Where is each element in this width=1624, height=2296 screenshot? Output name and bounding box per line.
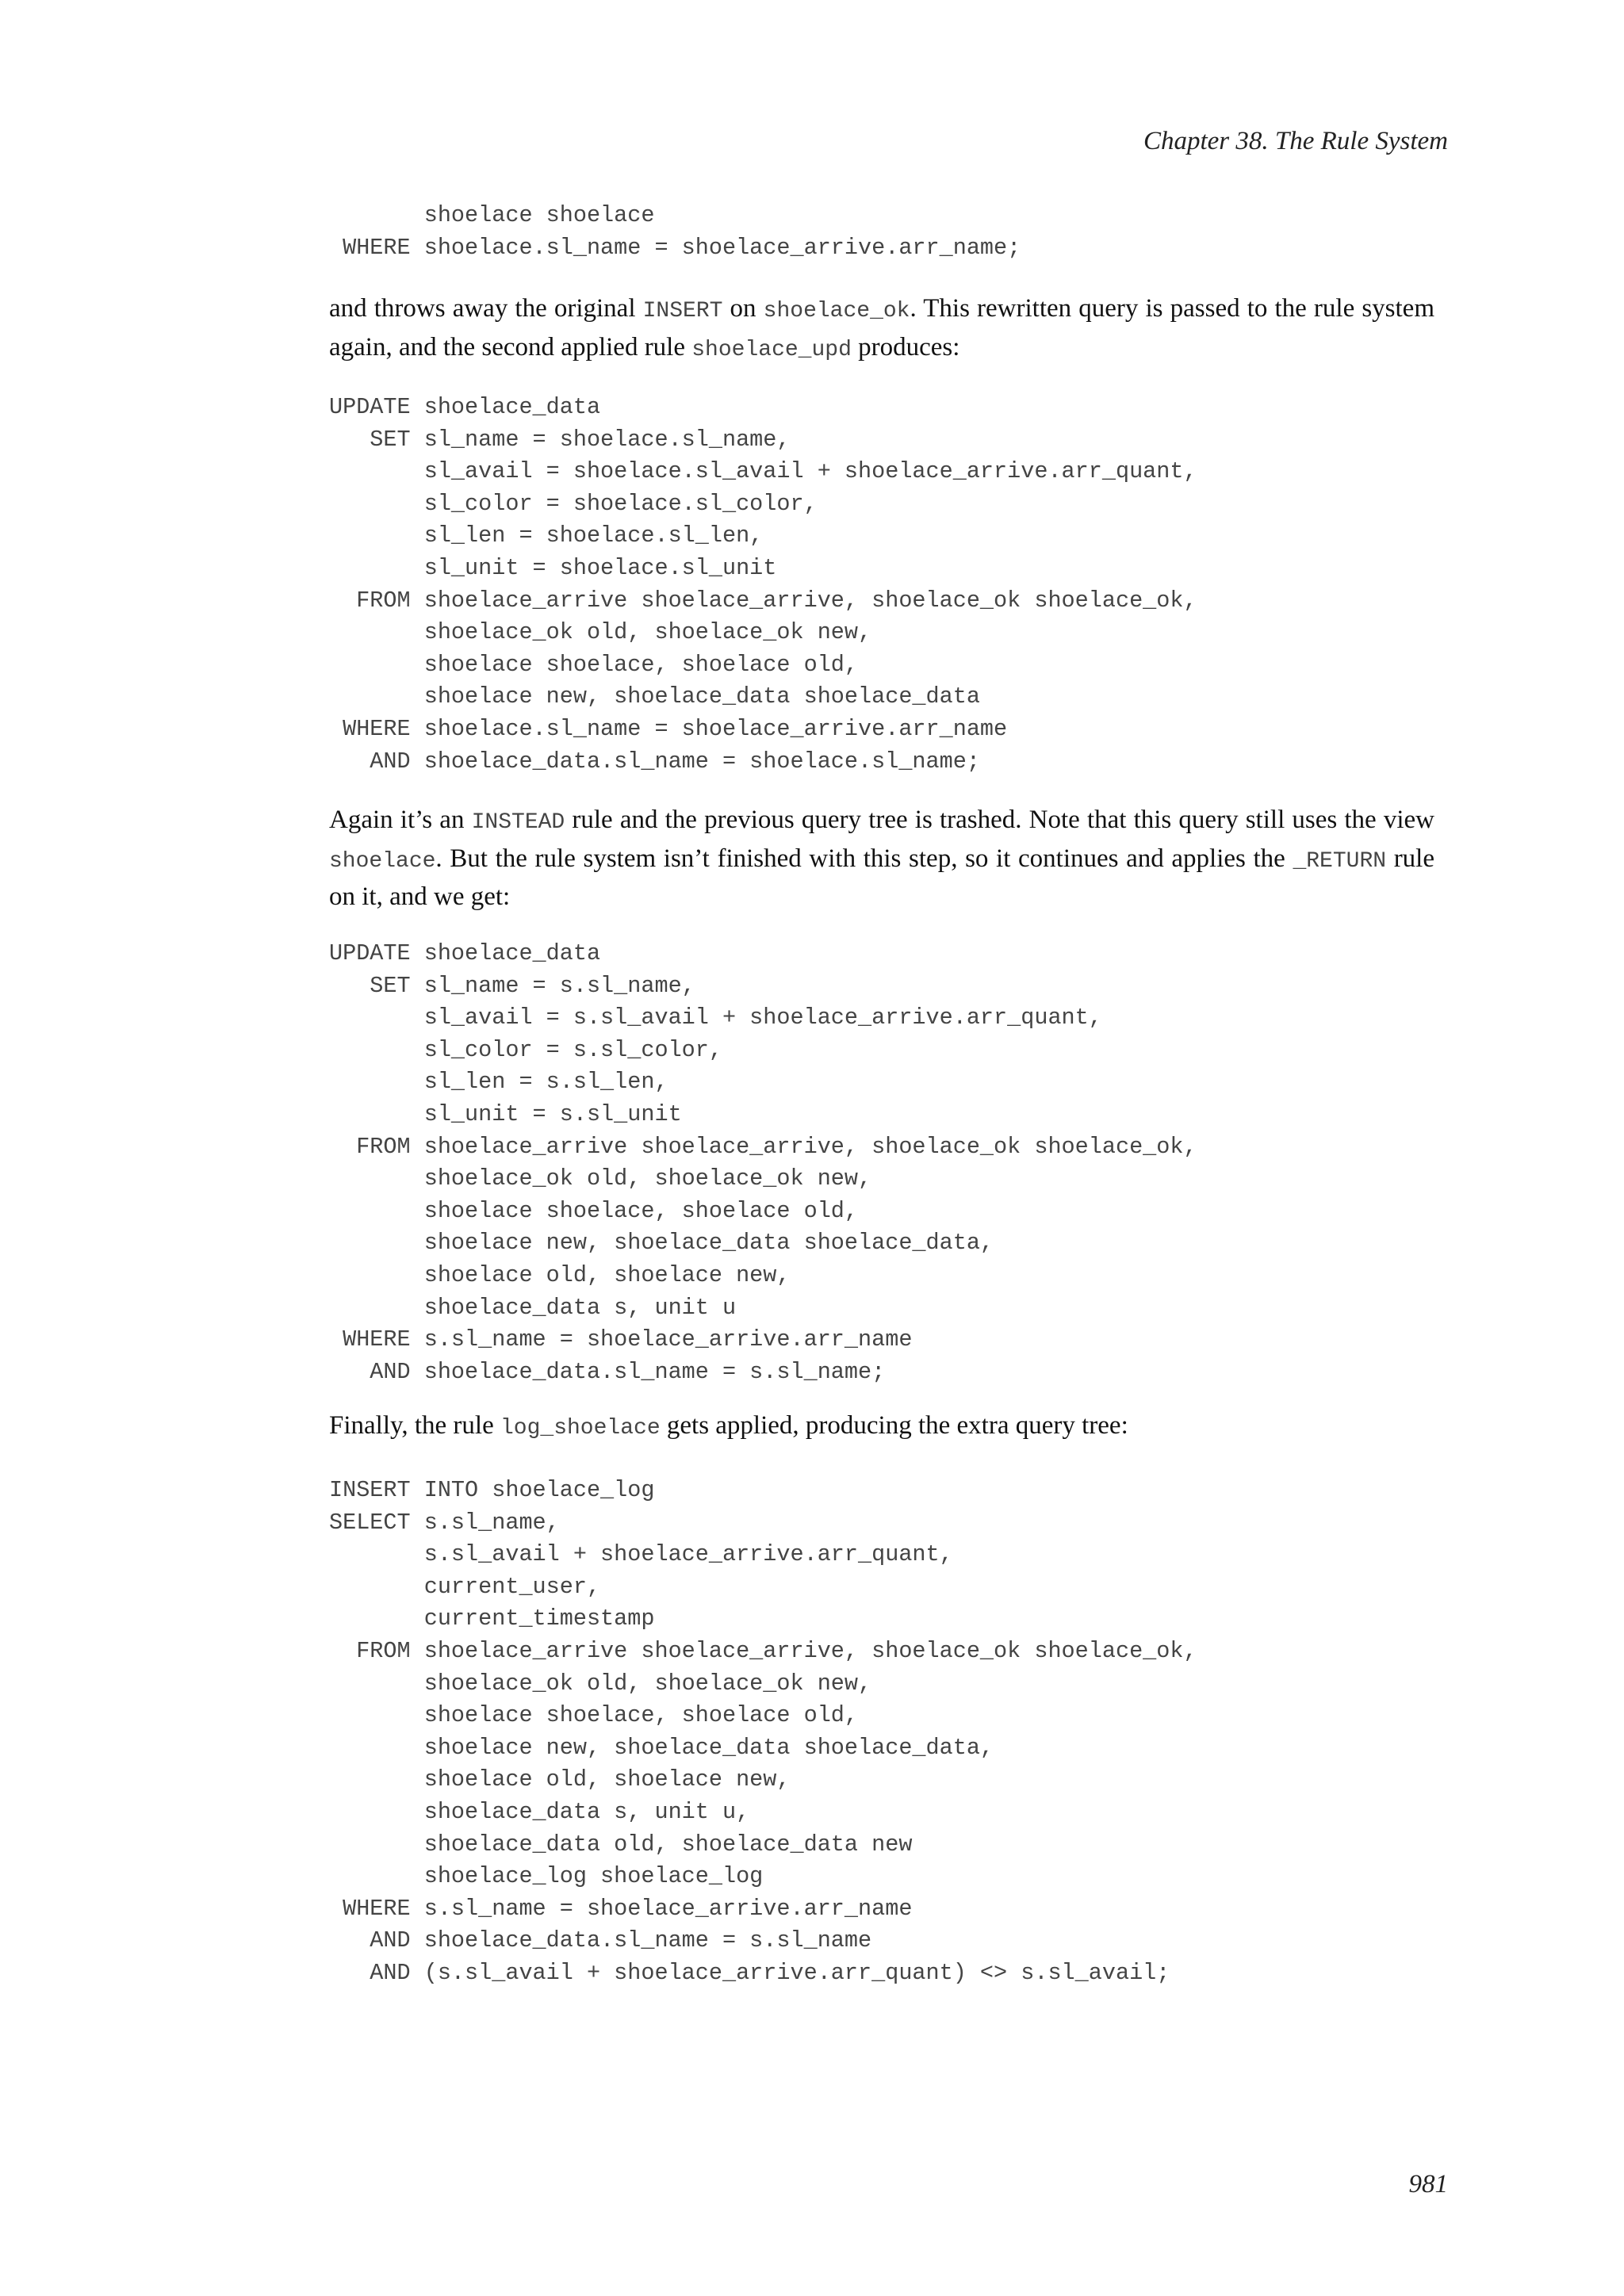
paragraph-1 xyxy=(329,291,1434,368)
inline-code: log_shoelace xyxy=(500,1416,661,1441)
inline-code: shoelace xyxy=(329,848,436,874)
text-run: Finally, the rule xyxy=(329,1411,500,1440)
inline-code: INSTEAD xyxy=(471,810,565,835)
page-number: 981 xyxy=(1408,2170,1448,2198)
text-run: . But the rule system isn’t finished with this step, so it continues and applies the xyxy=(435,844,1293,873)
code-block-2: UPDATE shoelace_data SET sl_name = shoelace.sl_name, sl_avail = shoelace.sl_avail + shoelace_arrive.arr_quant, sl_color = shoelace.sl_color, sl_len = shoelace.sl_len, sl_unit = shoelace.sl_unit FROM shoelace_arrive shoelace_arrive, shoelace_ok shoelace_ok, shoelace_ok old, shoelace_ok new, shoelace shoelace, shoelace old, shoelace new, shoelace_data shoelace_data WHERE shoelace.sl_name = shoelace_arrive.arr_name AND shoelace_data.sl_name = shoelace.sl_name; xyxy=(329,394,1197,775)
text-run: Again it’s an xyxy=(329,806,472,834)
running-header: Chapter 38. The Rule System xyxy=(1143,127,1448,155)
paragraph-3 xyxy=(329,1408,1434,1447)
text-run: on xyxy=(722,294,764,323)
text-run: gets applied, producing the extra query tree: xyxy=(660,1411,1128,1440)
code-block-3: UPDATE shoelace_data SET sl_name = s.sl_name, sl_avail = s.sl_avail + shoelace_arrive.arr_quant, sl_color = s.sl_color, sl_len = s.sl_len, sl_unit = s.sl_unit FROM shoelace_arrive shoelace_arrive, shoelace_ok shoelace_ok, shoelace_ok old, shoelace_ok new, shoelace shoelace, shoelace old, shoelace new, shoelace_data shoelace_data, shoelace old, shoelace new, shoelace_data s, unit u WHERE s.sl_name = shoelace_arrive.arr_name AND shoelace_data.sl_name = s.sl_name; xyxy=(329,940,1197,1385)
text-run: and throws away the original xyxy=(329,294,643,323)
code-block-1: shoelace shoelace WHERE shoelace.sl_name = shoelace_arrive.arr_name; xyxy=(343,202,1021,261)
inline-code: INSERT xyxy=(642,299,723,323)
inline-code: shoelace_ok xyxy=(763,299,910,323)
code-block-4: INSERT INTO shoelace_log SELECT s.sl_name, s.sl_avail + shoelace_arrive.arr_quant, current_user, current_timestamp FROM shoelace_arrive shoelace_arrive, shoelace_ok shoelace_ok, shoelace_ok old, shoelace_ok new, shoelace shoelace, shoelace old, shoelace new, shoelace_data shoelace_data, shoelace old, shoelace new, shoelace_data s, unit u, shoelace_data old, shoelace_data new shoelace_log shoelace_log WHERE s.sl_name = shoelace_arrive.arr_name AND shoelace_data.sl_name = s.sl_name AND (s.sl_avail + shoelace_arrive.arr_quant) <> s.sl_avail; xyxy=(329,1477,1197,1986)
text-run: produces: xyxy=(851,332,960,362)
text-run: rule on it, and we get: xyxy=(329,844,1434,911)
inline-code: shoelace_upd xyxy=(691,337,852,362)
text-run: . This rewritten query is passed to the rule system again, and the second applied rule xyxy=(329,294,1434,362)
inline-code: _RETURN xyxy=(1293,848,1387,874)
text-run: rule and the previous query tree is trashed. Note that this query still uses the view xyxy=(565,806,1434,834)
paragraph-2 xyxy=(329,802,1434,915)
